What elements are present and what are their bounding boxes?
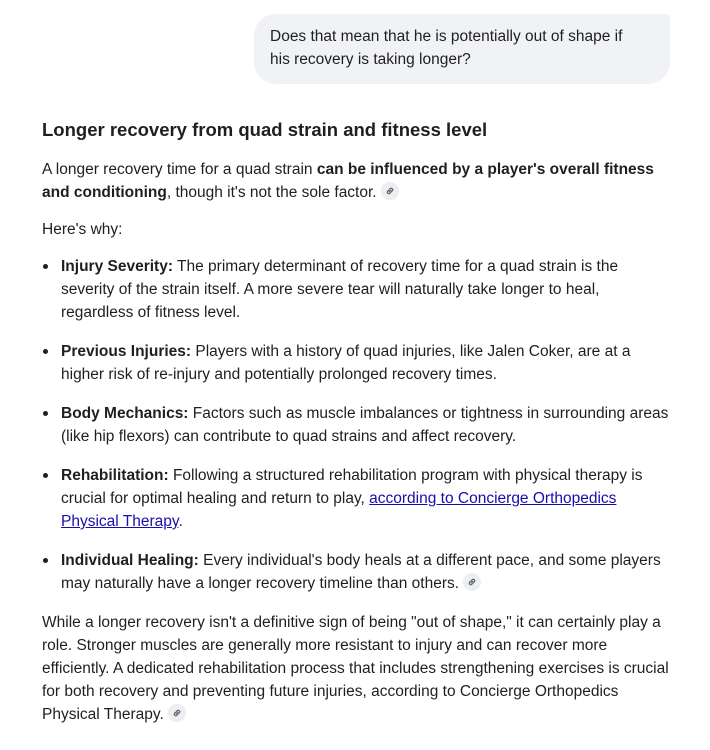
reasons-list	[42, 255, 672, 595]
bullet-title: Rehabilitation:	[61, 467, 169, 484]
list-item	[42, 464, 672, 533]
bullet-dot	[43, 473, 48, 478]
bullet-dot	[43, 411, 48, 416]
intro-text-bold: can be influenced by a player's overall fitness and conditioning	[42, 161, 654, 201]
link-icon	[467, 577, 477, 587]
bullet-text: The primary determinant of recovery time for a quad strain is the severity of the strain itself. A more severe tear will naturally take longer to heal, regardless of fitness level.	[61, 258, 619, 321]
list-item	[42, 340, 672, 386]
bullet-dot	[43, 264, 48, 269]
source-link-chip[interactable]	[463, 573, 481, 591]
bullet-title: Body Mechanics:	[61, 405, 189, 422]
link-icon	[385, 186, 395, 196]
intro-text-before: A longer recovery time for a quad strain	[42, 161, 317, 178]
source-link-chip[interactable]	[168, 704, 186, 722]
intro-text-after: , though it's not the sole factor.	[166, 184, 377, 201]
link-icon	[172, 708, 182, 718]
bullet-text: Factors such as muscle imbalances or tightness in surrounding areas (like hip flexors) can contribute to quad strains and affect recovery.	[61, 405, 669, 445]
list-item	[42, 255, 672, 324]
user-message-line-2: his recovery is taking longer?	[270, 51, 471, 68]
bullet-title: Previous Injuries:	[61, 343, 192, 360]
intro-paragraph	[42, 158, 672, 204]
user-message-bubble	[254, 14, 670, 84]
assistant-response	[42, 116, 672, 740]
source-link-chip[interactable]	[381, 182, 399, 200]
list-item	[42, 549, 672, 595]
bullet-text: Players with a history of quad injuries, like Jalen Coker, are at a higher risk of re-injury and potentially prolonged recovery times.	[61, 343, 631, 383]
bullet-dot	[43, 349, 48, 354]
user-message-line-1: Does that mean that he is potentially out of shape if	[270, 28, 623, 45]
bullet-text: Following a structured rehabilitation program with physical therapy is crucial for optimal healing and return to play,	[61, 467, 643, 507]
conclusion-text: While a longer recovery isn't a definitive sign of being "out of shape," it can certainly play a role. Stronger muscles are generally more resistant to injury and can recover more efficiently. A dedicated rehabilitation process that includes strengthening exercises is crucial for both recovery and preventing future injuries, according to Concierge Orthopedics Physical Therapy.	[42, 614, 669, 723]
bullet-title: Injury Severity:	[61, 258, 173, 275]
bullet-text: Every individual's body heals at a different pace, and some players may naturally have a longer recovery timeline than others.	[61, 552, 661, 592]
heres-why-text: Here's why:	[42, 221, 123, 238]
bullet-dot	[43, 558, 48, 563]
concierge-orthopedics-link[interactable]: according to Concierge Orthopedics Physical Therapy	[61, 490, 617, 530]
response-heading: Longer recovery from quad strain and fitness level	[42, 119, 488, 140]
bullet-title: Individual Healing:	[61, 552, 199, 569]
conclusion-paragraph	[42, 611, 672, 726]
bullet-text-after: .	[178, 513, 183, 530]
list-item	[42, 402, 672, 448]
